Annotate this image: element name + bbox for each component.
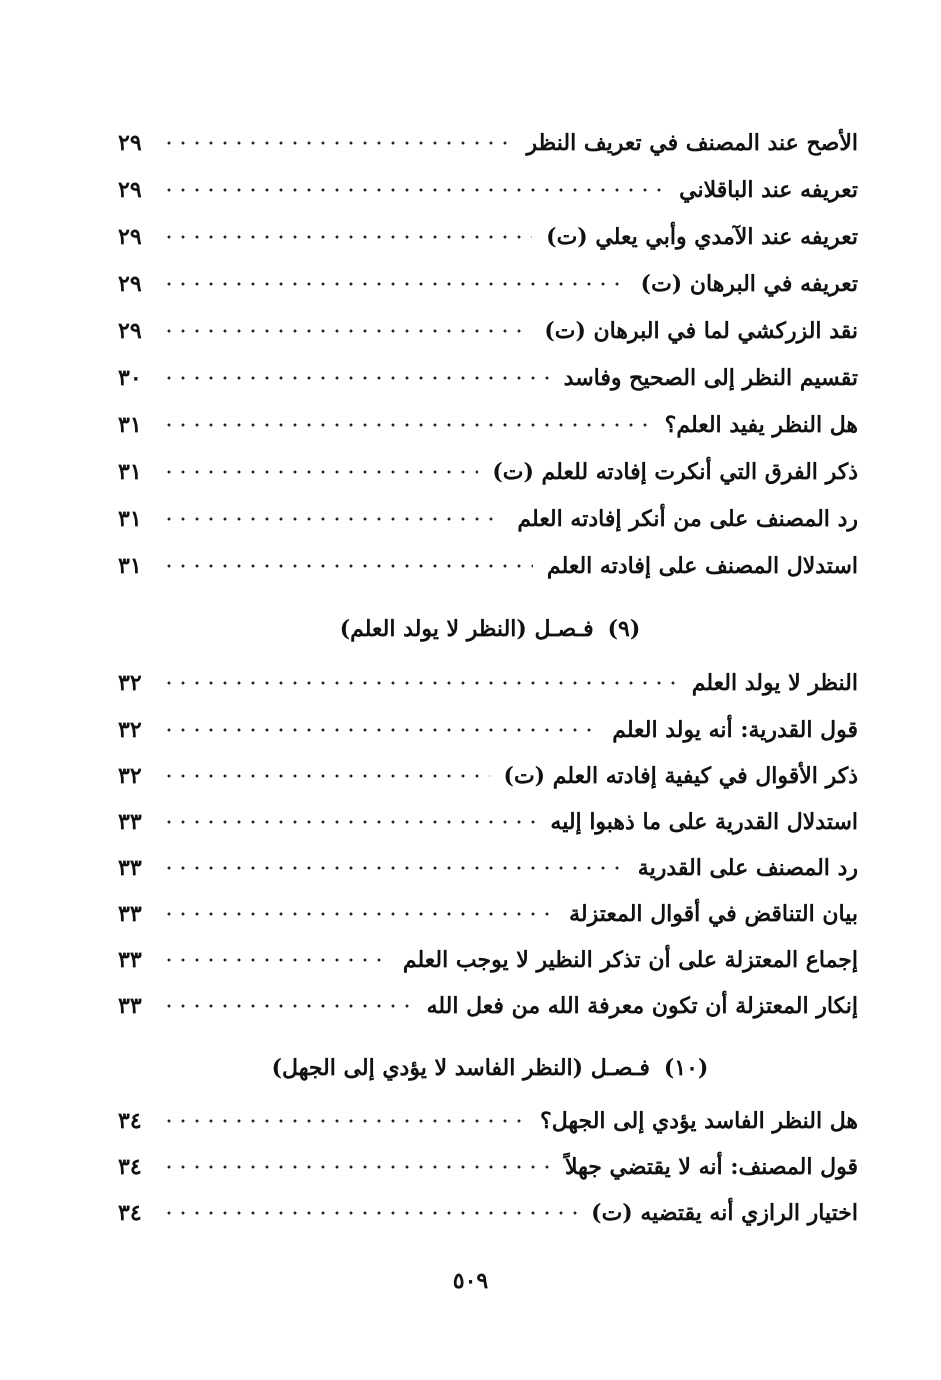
toc-entry xyxy=(118,754,858,798)
page-number: ٥٠٩ xyxy=(452,1268,489,1294)
toc-entry-page: ٣٣ xyxy=(118,947,142,973)
toc-entry-page: ٣١ xyxy=(118,459,142,485)
toc-entry xyxy=(118,497,858,541)
dot-leader xyxy=(162,321,530,341)
dot-leader xyxy=(162,556,533,576)
toc-entry-page: ٣٤ xyxy=(118,1108,142,1134)
toc-entry-title: نقد الزركشي لما في البرهان (ت) xyxy=(544,318,858,344)
toc-entry-title: إجماع المعتزلة على أن تذكر النظير لا يوجب العلم xyxy=(402,947,858,973)
dot-leader xyxy=(162,766,490,786)
toc-entry xyxy=(118,544,858,588)
toc-entry-page: ٣٢ xyxy=(118,717,142,743)
section-number: (١٠) xyxy=(663,1055,709,1081)
toc-entry-page: ٢٩ xyxy=(118,224,142,250)
toc-entry-page: ٢٩ xyxy=(118,177,142,203)
toc-entry-title: تعريفه عند الباقلاني xyxy=(679,177,858,203)
toc-entry-page: ٣٤ xyxy=(118,1154,142,1180)
toc-entry xyxy=(118,1099,858,1143)
toc-entry xyxy=(118,121,858,165)
toc-entry-page: ٣٣ xyxy=(118,901,142,927)
toc-entry-page: ٢٩ xyxy=(118,130,142,156)
toc-entry xyxy=(118,403,858,447)
toc-entry-page: ٣١ xyxy=(118,506,142,532)
toc-entry xyxy=(118,215,858,259)
toc-entry-page: ٣١ xyxy=(118,553,142,579)
dot-leader xyxy=(162,950,389,970)
toc-entry xyxy=(118,450,858,494)
toc-entry-title: تعريفه عند الآمدي وأبي يعلي (ت) xyxy=(546,224,858,250)
dot-leader xyxy=(162,1157,551,1177)
toc-entry-page: ٣٢ xyxy=(118,670,142,696)
toc-entry-title: إنكار المعتزلة أن تكون معرفة الله من فعل الله xyxy=(426,993,858,1019)
toc-entry xyxy=(118,1145,858,1189)
toc-entry xyxy=(118,356,858,400)
toc-entry-page: ٣١ xyxy=(118,412,142,438)
dot-leader xyxy=(162,996,413,1016)
toc-entry xyxy=(118,309,858,353)
dot-leader xyxy=(162,509,503,529)
toc-entry-title: اختيار الرازي أنه يقتضيه (ت) xyxy=(591,1200,858,1226)
section-number: (٩) xyxy=(607,616,641,642)
toc-entry-page: ٣٠ xyxy=(118,365,142,391)
toc-entry-title: النظر لا يولد العلم xyxy=(691,670,858,696)
dot-leader xyxy=(162,673,678,693)
toc-entry-title: ذكر الأقوال في كيفية إفادته العلم (ت) xyxy=(503,763,858,789)
toc-entry-title: بيان التناقض في أقوال المعتزلة xyxy=(569,901,858,927)
toc-entry-title: رد المصنف على القدرية xyxy=(637,855,858,881)
dot-leader xyxy=(162,368,550,388)
toc-entry-title: قول القدرية: أنه يولد العلم xyxy=(612,717,858,743)
dot-leader xyxy=(162,462,478,482)
toc-entry xyxy=(118,661,858,705)
toc-entry-page: ٢٩ xyxy=(118,318,142,344)
toc-entry-title: قول المصنف: أنه لا يقتضي جهلاً xyxy=(564,1154,858,1180)
toc-entry xyxy=(118,1191,858,1235)
dot-leader xyxy=(162,133,513,153)
dot-leader xyxy=(162,904,555,924)
toc-entry xyxy=(118,938,858,982)
dot-leader xyxy=(162,1203,577,1223)
toc-entry-title: استدلال القدرية على ما ذهبوا إليه xyxy=(550,809,858,835)
toc-entry xyxy=(118,168,858,212)
section-title: فـصـل (النظر الفاسد لا يؤدي إلى الجهل) xyxy=(271,1055,650,1081)
toc-entry-page: ٣٣ xyxy=(118,809,142,835)
toc-entry-page: ٣٤ xyxy=(118,1200,142,1226)
dot-leader xyxy=(162,812,536,832)
dot-leader xyxy=(162,1111,526,1131)
toc-entry-page: ٣٢ xyxy=(118,763,142,789)
toc-entry-page: ٣٣ xyxy=(118,993,142,1019)
section-heading xyxy=(120,616,860,656)
toc-entry-page: ٣٣ xyxy=(118,855,142,881)
toc-entry-page: ٢٩ xyxy=(118,271,142,297)
toc-entry-title: تعريفه في البرهان (ت) xyxy=(640,271,858,297)
section-heading xyxy=(120,1055,860,1095)
dot-leader xyxy=(162,227,532,247)
toc-entry xyxy=(118,846,858,890)
dot-leader xyxy=(162,858,624,878)
toc-entry xyxy=(118,708,858,752)
dot-leader xyxy=(162,720,598,740)
dot-leader xyxy=(162,180,665,200)
toc-entry-title: هل النظر يفيد العلم؟ xyxy=(664,412,858,438)
toc-entry-title: ذكر الفرق التي أنكرت إفادته للعلم (ت) xyxy=(492,459,858,485)
toc-entry-title: هل النظر الفاسد يؤدي إلى الجهل؟ xyxy=(540,1108,858,1134)
toc-entry-title: استدلال المصنف على إفادته العلم xyxy=(546,553,858,579)
toc-entry-title: تقسيم النظر إلى الصحيح وفاسد xyxy=(563,365,858,391)
dot-leader xyxy=(162,415,651,435)
toc-entry xyxy=(118,984,858,1028)
section-title: فـصـل (النظر لا يولد العلم) xyxy=(339,616,594,642)
toc-entry xyxy=(118,892,858,936)
toc-entry xyxy=(118,800,858,844)
toc-entry-title: الأصح عند المصنف في تعريف النظر xyxy=(526,130,858,156)
toc-entry-title: رد المصنف على من أنكر إفادته العلم xyxy=(517,506,858,532)
toc-entry xyxy=(118,262,858,306)
dot-leader xyxy=(162,274,627,294)
